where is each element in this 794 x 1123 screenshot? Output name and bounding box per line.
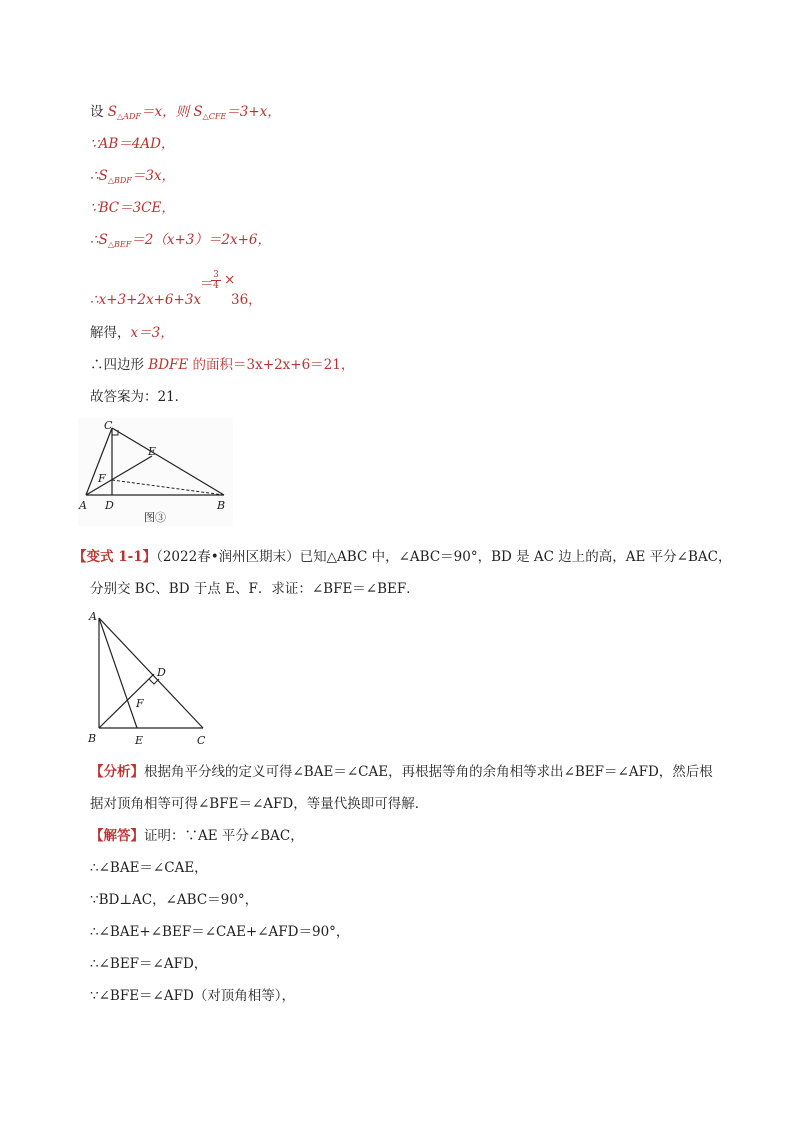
fraction [210, 270, 222, 291]
text: 的面积＝3x+2x+6＝21， [188, 357, 355, 373]
solution-line-6: ∴x+3+2x+6+3x [90, 292, 202, 308]
text: x＝3， [130, 325, 174, 341]
segment-bd [99, 674, 154, 728]
subscript: △BDF [107, 176, 132, 185]
text: ＝3x， [131, 168, 176, 184]
label-e: E [148, 445, 157, 458]
subscript: △BEF [107, 240, 132, 249]
answer-line-3: ∵BD⊥AC，∠ABC＝90°， [90, 892, 259, 908]
solution-line-2: ∵AB＝4AD， [90, 136, 175, 152]
solution-line-3 [90, 167, 175, 190]
analysis-line-1 [90, 763, 713, 781]
solution-line-7 [90, 324, 174, 342]
solution-line-1 [90, 103, 281, 126]
answer-line-5: ∴∠BEF＝∠AFD， [90, 956, 208, 972]
solution-line-6-tail: 36， [231, 292, 262, 308]
label-c: C [197, 734, 206, 747]
subscript: △ADF [117, 112, 141, 121]
problem-line-1 [73, 548, 731, 566]
label-b: B [88, 732, 97, 745]
solution-line-9: 故答案为：21． [90, 389, 189, 405]
subscript: △CFE [202, 112, 227, 121]
label-a: A [89, 610, 97, 623]
text: 解得， [90, 325, 131, 341]
fraction-denominator: 4 [213, 281, 219, 291]
fraction-numerator: 3 [213, 270, 219, 280]
analysis-tag: 【分析】 [90, 764, 144, 780]
text: 证明： [144, 828, 185, 844]
solution-line-4: ∵BC＝3CE， [90, 200, 175, 216]
solution-line-5 [90, 231, 271, 254]
label-d: D [105, 499, 114, 512]
figure-3-diagram [78, 418, 233, 526]
label-a: A [79, 499, 87, 512]
text: BDFE [148, 357, 189, 373]
text: ∴四边形 [90, 357, 149, 373]
segment-ae [99, 618, 137, 728]
text: ∴S [90, 232, 108, 248]
text: ∵AE 平分∠BAC， [184, 828, 304, 844]
solution-line-8 [90, 356, 354, 374]
analysis-line-2: 据对顶角相等可得∠BFE＝∠AFD，等量代换即可得解． [90, 796, 429, 812]
answer-line-2: ∴∠BAE＝∠CAE， [90, 860, 208, 876]
times-sign: × [224, 272, 236, 288]
text: ∴S [90, 168, 108, 184]
text: ＝2（x+3）＝2x+6， [131, 232, 271, 248]
label-e: E [135, 734, 144, 747]
answer-line-4: ∴∠BAE+∠BEF＝∠CAE+∠AFD＝90°， [90, 924, 350, 940]
text: 根据角平分线的定义可得∠BAE＝∠CAE，再根据等角的余角相等求出∠BEF＝∠AFD，然后根 [144, 764, 713, 780]
label-d: D [157, 666, 166, 679]
figure-triangle-diagram [85, 606, 215, 748]
label-c: C [104, 419, 113, 432]
text: ＝3+x， [226, 104, 281, 120]
problem-line-2: 分别交 BC、BD 于点 E、F．求证：∠BFE＝∠BEF． [90, 581, 420, 597]
answer-line-0 [90, 827, 304, 845]
text: S [193, 104, 203, 120]
label-f: F [136, 697, 144, 710]
figure-caption: 图③ [144, 511, 166, 524]
label-f: F [98, 472, 106, 485]
problem-tag: 【变式 1-1】 [73, 549, 157, 565]
text: ＝x，则 [140, 104, 194, 120]
text: S [107, 104, 118, 120]
segment-ac [99, 618, 203, 728]
text: （2022春•润州区期末）已知△ABC 中，∠ABC＝90°，BD 是 AC 边上的高，AE 平分∠BAC， [156, 549, 732, 565]
answer-tag: 【解答】 [90, 828, 144, 844]
text: 设 [90, 104, 108, 120]
equals-sign: ＝ [200, 276, 214, 292]
label-b: B [217, 499, 226, 512]
answer-line-6: ∵∠BFE＝∠AFD（对顶角相等）， [90, 988, 296, 1004]
